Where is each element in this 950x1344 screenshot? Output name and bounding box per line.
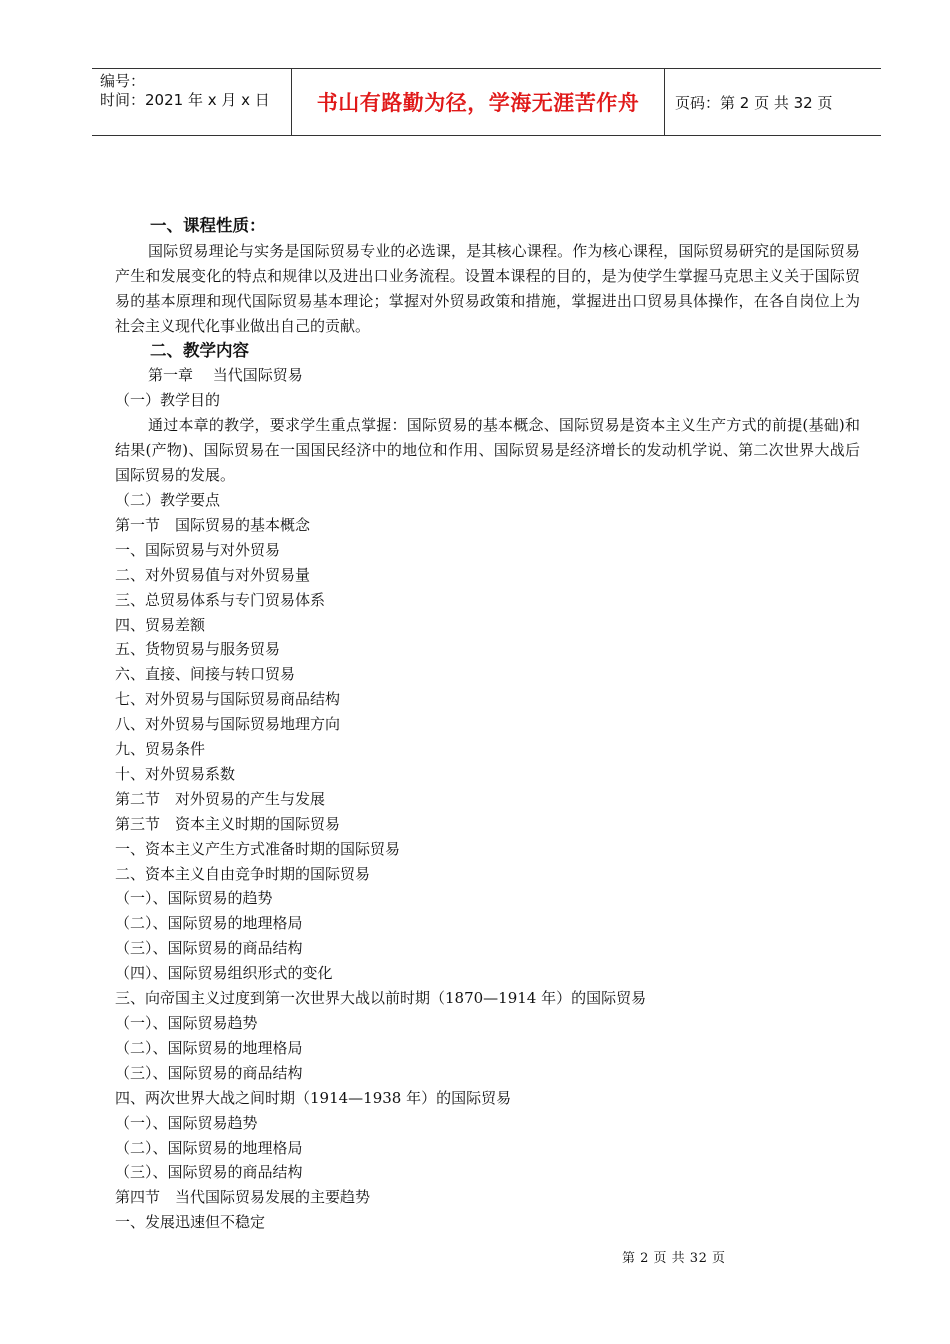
outline-item: （二）、国际贸易的地理格局 bbox=[115, 1038, 303, 1057]
outline-item: 三、总贸易体系与专门贸易体系 bbox=[115, 590, 326, 609]
outline-list bbox=[115, 513, 860, 1235]
teaching-points-label: （二）教学要点 bbox=[115, 490, 221, 509]
outline-item: 七、对外贸易与国际贸易商品结构 bbox=[115, 690, 341, 709]
outline-item: 四、两次世界大战之间时期（1914—1938 年）的国际贸易 bbox=[115, 1088, 512, 1107]
outline-item: 三、向帝国主义过度到第一次世界大战以前时期（1870—1914 年）的国际贸易 bbox=[115, 989, 647, 1008]
teaching-goal-paragraph: 通过本章的教学，要求学生重点掌握：国际贸易的基本概念、国际贸易是资本主义生产方式的前提(基础)和结果(产物)、国际贸易在一国国民经济中的地位和作用、国际贸易是经济增长的发动机学说、第二次世界大战后国际贸易的发展。 bbox=[115, 416, 860, 485]
outline-item: 一、发展迅速但不稳定 bbox=[115, 1213, 266, 1232]
header-number-label: 编号： bbox=[100, 72, 146, 90]
outline-item: （一）、国际贸易趋势 bbox=[115, 1113, 258, 1132]
outline-item: 五、货物贸易与服务贸易 bbox=[115, 640, 281, 659]
outline-item: （四）、国际贸易组织形式的变化 bbox=[115, 964, 333, 983]
outline-item: （二）、国际贸易的地理格局 bbox=[115, 1138, 303, 1157]
outline-item: 六、直接、间接与转口贸易 bbox=[115, 665, 296, 684]
section-heading-nature: 一、课程性质： bbox=[150, 216, 266, 235]
outline-item: （三）、国际贸易的商品结构 bbox=[115, 1163, 303, 1182]
chapter-title: 第一章 当代国际贸易 bbox=[148, 366, 303, 385]
outline-item: 第四节 当代国际贸易发展的主要趋势 bbox=[115, 1188, 371, 1207]
outline-item: 一、国际贸易与对外贸易 bbox=[115, 540, 281, 559]
outline-item: 九、贸易条件 bbox=[115, 740, 206, 759]
teaching-goal-label: （一）教学目的 bbox=[115, 391, 221, 410]
page-footer: 第 2 页 共 32 页 bbox=[622, 1251, 726, 1266]
outline-item: （一）、国际贸易的趋势 bbox=[115, 889, 273, 908]
header-meta bbox=[92, 69, 292, 135]
outline-item: （三）、国际贸易的商品结构 bbox=[115, 1063, 303, 1082]
outline-item: （三）、国际贸易的商品结构 bbox=[115, 939, 303, 958]
document-body bbox=[115, 214, 860, 1235]
outline-item: 二、对外贸易值与对外贸易量 bbox=[115, 565, 311, 584]
outline-item: 第三节 资本主义时期的国际贸易 bbox=[115, 814, 341, 833]
header-motto: 书山有路勤为径，学海无涯苦作舟 bbox=[316, 91, 640, 115]
outline-item: 四、贸易差额 bbox=[115, 615, 206, 634]
outline-item: 第一节 国际贸易的基本概念 bbox=[115, 515, 311, 534]
page-header bbox=[92, 68, 881, 136]
outline-item: （一）、国际贸易趋势 bbox=[115, 1014, 258, 1032]
outline-item: 二、资本主义自由竞争时期的国际贸易 bbox=[115, 864, 371, 883]
outline-item: 八、对外贸易与国际贸易地理方向 bbox=[115, 715, 341, 734]
section-heading-content: 二、教学内容 bbox=[150, 340, 249, 360]
header-motto-cell bbox=[292, 69, 665, 135]
outline-item: 十、对外贸易系数 bbox=[115, 764, 236, 783]
course-nature-paragraph: 国际贸易理论与实务是国际贸易专业的必选课，是其核心课程。作为核心课程，国际贸易研究的是国际贸易产生和发展变化的特点和规律以及进出口业务流程。设置本课程的目的，是为使学生掌握马克思主义关于国际贸易的基本原理和现代国际贸易基本理论；掌握对外贸易政策和措施，掌握进出口贸易具体操作，在各自岗位上为社会主义现代化事业做出自己的贡献。 bbox=[115, 241, 860, 335]
outline-item: 一、资本主义产生方式准备时期的国际贸易 bbox=[115, 839, 401, 858]
header-page-label: 页码：第 2 页 共 32 页 bbox=[675, 93, 833, 112]
header-page-cell bbox=[665, 69, 881, 135]
header-time-label: 时间：2021 年 x 月 x 日 bbox=[100, 91, 270, 109]
outline-item: 第二节 对外贸易的产生与发展 bbox=[115, 789, 326, 808]
outline-item: （二）、国际贸易的地理格局 bbox=[115, 914, 303, 933]
